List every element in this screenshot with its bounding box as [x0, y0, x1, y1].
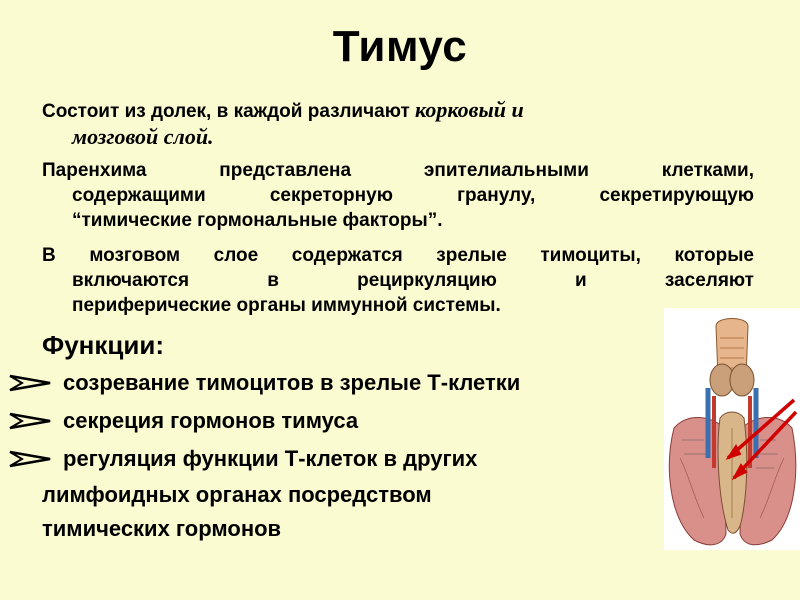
arrowhead-bullet-icon [8, 450, 52, 468]
function-item-secretion: секреция гормонов тимуса [63, 408, 359, 433]
paragraph-medulla-line-3: периферические органы иммунной системы. [72, 295, 501, 316]
list-item [8, 406, 668, 444]
paragraph-lobes-italic-2: мозговой слой. [72, 124, 214, 149]
function-continuation-line-1: лимфоидных органах посредством [42, 482, 432, 507]
paragraph-parenchyma-line-1: Паренхима представлена эпителиальными клетками, [42, 160, 754, 181]
paragraph-medulla [42, 243, 754, 318]
paragraph-lobes-line-2 [42, 124, 754, 151]
paragraph-lobes-line-1 [42, 97, 754, 124]
list-item [8, 444, 668, 482]
slide-title: Тимус [332, 22, 468, 71]
function-continuation-line-2: тимических гормонов [42, 516, 282, 541]
paragraph-lobes [42, 97, 754, 151]
thymus-anatomy-illustration [664, 308, 800, 550]
thymus-anatomy-illustration-svg [664, 308, 800, 550]
functions-list [8, 368, 668, 482]
arrowhead-bullet-icon [8, 374, 52, 392]
arrowhead-bullet-icon [8, 412, 52, 430]
paragraph-medulla-line-2: включаются в рециркуляцию и заселяют [72, 270, 754, 291]
paragraph-medulla-line-1: В мозговом слое содержатся зрелые тимоциты, которые [42, 245, 754, 266]
paragraph-parenchyma [42, 158, 754, 233]
list-item [8, 368, 668, 406]
paragraph-lobes-italic-1: корковый и [415, 97, 524, 122]
function-item-regulation: регуляция функции Т-клеток в других [63, 446, 478, 471]
paragraph-parenchyma-line-3: “тимические гормональные факторы”. [72, 210, 443, 231]
paragraph-lobes-text: Состоит из долек, в каждой различают [42, 101, 410, 122]
function-item-maturation: созревание тимоцитов в зрелые Т-клетки [63, 370, 521, 395]
functions-heading: Функции: [42, 330, 164, 360]
paragraph-parenchyma-line-2: содержащими секреторную гранулу, секретирующую [72, 185, 754, 206]
